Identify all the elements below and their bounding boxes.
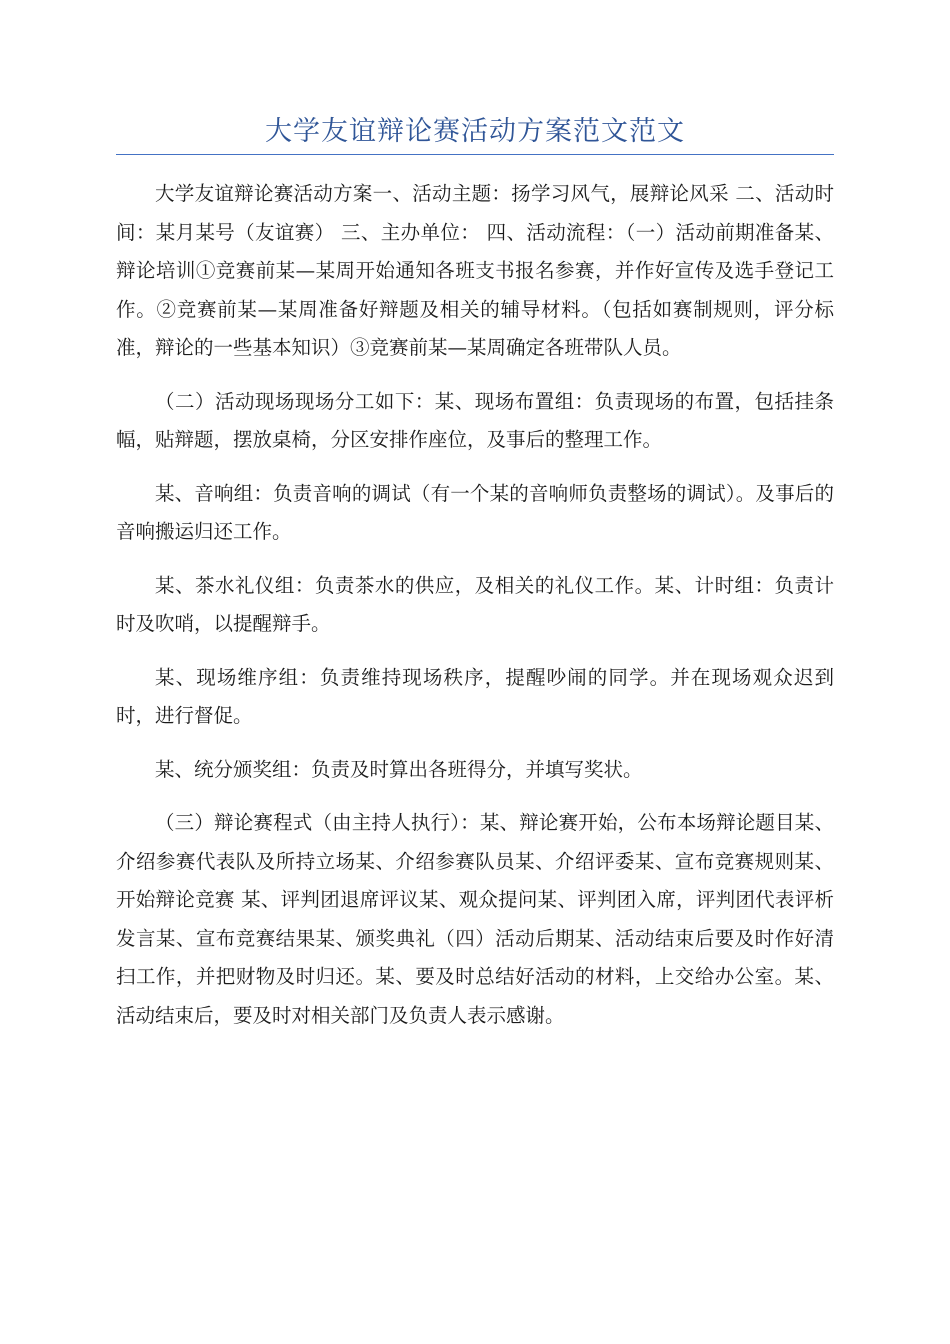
paragraph-scoring-group: 某、统分颁奖组：负责及时算出各班得分，并填写奖状。	[155, 757, 643, 781]
document-body	[116, 175, 834, 1050]
title-underline	[116, 154, 834, 155]
paragraph-audio-group: 某、音响组：负责音响的调试（有一个某的音响师负责整场的调试）。及事后的音响搬运归还工作。	[116, 481, 834, 543]
paragraph-procedure: （三）辩论赛程式（由主持人执行）：某、辩论赛开始，公布本场辩论题目某、介绍参赛代表队及所持立场某、介绍参赛队员某、介绍评委某、宣布竞赛规则某、开始辩论竞赛 某、评判团退席评议某、观众提问某、评判团入席，评判团代表评析发言某、宣布竞赛结果某、颁奖典礼（四）活动后期某、活动结束后要及时作好清扫工作，并把财物及时归还。某、要及时总结好活动的材料，上交给办公室。某、活动结束后，要及时对相关部门及负责人表示感谢。	[116, 811, 834, 1027]
paragraph-onsite-division: （二）活动现场现场分工如下：某、现场布置组：负责现场的布置，包括挂条幅，贴辩题，摆放桌椅，分区安排作座位，及事后的整理工作。	[116, 389, 834, 451]
paragraph-order-group: 某、现场维序组：负责维持现场秩序，提醒吵闹的同学。并在现场观众迟到时，进行督促。	[116, 665, 834, 727]
paragraph-intro: 大学友谊辩论赛活动方案一、活动主题：扬学习风气，展辩论风采 二、活动时间：某月某号（友谊赛） 三、主办单位： 四、活动流程：（一）活动前期准备某、辩论培训①竞赛前某—某周开始通知各班支书报名参赛，并作好宣传及选手登记工作。②竞赛前某—某周准备好辩题及相关的辅导材料。（包括如赛制规则，评分标准，辩论的一些基本知识）③竞赛前某—某周确定各班带队人员。	[116, 182, 834, 359]
paragraph-tea-etiquette-group: 某、茶水礼仪组：负责茶水的供应，及相关的礼仪工作。某、计时组：负责计时及吹哨，以提醒辩手。	[116, 573, 834, 635]
document-title: 大学友谊辩论赛活动方案范文范文	[265, 116, 685, 147]
